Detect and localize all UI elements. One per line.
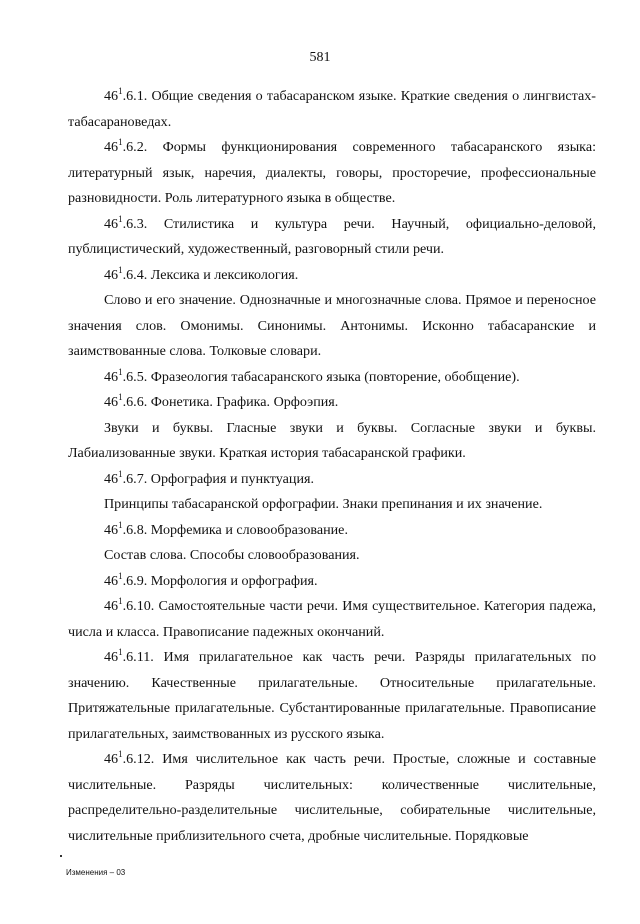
section-number: 46 bbox=[104, 470, 119, 487]
section-superscript: 1 bbox=[118, 264, 123, 275]
section-superscript: 1 bbox=[118, 570, 123, 581]
section-text: .6.1. Общие сведения о табасаранском языке. Краткие сведения о лингвистах-табасарановедах. bbox=[68, 88, 596, 130]
section-number: 46 bbox=[104, 88, 119, 104]
section-number: 46 bbox=[104, 649, 119, 665]
section-number: 46 bbox=[104, 751, 119, 767]
section-paragraph bbox=[68, 467, 596, 493]
section-paragraph bbox=[68, 212, 596, 263]
body-paragraph: Состав слова. Способы словообразования. bbox=[104, 547, 360, 563]
section-paragraph bbox=[68, 569, 596, 595]
section-superscript: 1 bbox=[118, 86, 123, 96]
section-text: .6.12. Имя числительное как часть речи. Простые, сложные и составные числительные. Разряды числительных: количественные числительные, распределительно-разделительные числительные, собирательные числительные, числительные приблизительного счета, дробные числительные. Порядковые bbox=[68, 751, 596, 844]
section-number: 46 bbox=[104, 266, 119, 283]
section-paragraph bbox=[68, 518, 596, 544]
section-text: .6.8. Морфемика и словообразование. bbox=[122, 521, 348, 538]
section-superscript: 1 bbox=[118, 749, 123, 759]
section-text: .6.6. Фонетика. Графика. Орфоэпия. bbox=[122, 394, 339, 410]
document-body bbox=[68, 84, 596, 849]
section-superscript: 1 bbox=[118, 366, 123, 377]
section-paragraph bbox=[68, 594, 596, 645]
section-text: .6.4. Лексика и лексикология. bbox=[122, 266, 299, 283]
section-superscript: 1 bbox=[118, 519, 123, 530]
section-text: .6.5. Фразеология табасаранского языка (повторение, обобщение). bbox=[122, 368, 520, 385]
body-paragraph: Слово и его значение. Однозначные и многозначные слова. Прямое и переносное значения слов. Омонимы. Синонимы. Антонимы. Исконно табасаранские и заимствованные слова. Толковые словари. bbox=[68, 292, 596, 359]
section-text: .6.2. Формы функционирования современного табасаранского языка: литературный язык, наречия, диалекты, говоры, просторечие, профессиональные разновидности. Роль литературного языка в обществе. bbox=[68, 139, 596, 206]
section-superscript: 1 bbox=[118, 392, 123, 402]
section-paragraph bbox=[68, 645, 596, 747]
page-number: 581 bbox=[309, 50, 331, 65]
section-number: 46 bbox=[104, 521, 119, 538]
section-text: .6.11. Имя прилагательное как часть речи. Разряды прилагательных по значению. Качественные прилагательные. Относительные прилагательные. Притяжательные прилагательные. Субстантированные прилагательные. Правописание прилагательных, заимствованных из русского языка. bbox=[68, 649, 596, 742]
section-number: 46 bbox=[104, 598, 119, 614]
section-text: .6.10. Самостоятельные части речи. Имя существительное. Категория падежа, числа и класса. Правописание падежных окончаний. bbox=[68, 598, 596, 640]
section-text: .6.7. Орфография и пунктуация. bbox=[122, 470, 314, 487]
section-superscript: 1 bbox=[118, 596, 123, 606]
section-paragraph bbox=[68, 135, 596, 212]
body-paragraph: Звуки и буквы. Гласные звуки и буквы. Согласные звуки и буквы. Лабиализованные звуки. Краткая история табасаранской графики. bbox=[68, 419, 596, 461]
section-paragraph bbox=[68, 747, 596, 849]
section-number: 46 bbox=[104, 394, 119, 410]
section-number: 46 bbox=[104, 368, 119, 385]
page-footer: Изменения – 03 bbox=[66, 868, 126, 877]
section-text: .6.9. Морфология и орфография. bbox=[122, 572, 318, 589]
body-paragraph: Принципы табасаранской орфографии. Знаки препинания и их значение. bbox=[104, 496, 543, 512]
section-paragraph bbox=[68, 365, 596, 391]
section-number: 46 bbox=[104, 572, 119, 589]
section-paragraph bbox=[68, 390, 596, 416]
section-superscript: 1 bbox=[118, 137, 123, 147]
section-text: .6.3. Стилистика и культура речи. Научный, официально-деловой, публицистический, художественный, разговорный стили речи. bbox=[68, 215, 596, 257]
section-paragraph bbox=[68, 84, 596, 135]
section-superscript: 1 bbox=[118, 647, 123, 657]
section-superscript: 1 bbox=[118, 468, 123, 479]
scan-speck bbox=[60, 855, 62, 857]
section-paragraph bbox=[68, 263, 596, 289]
section-superscript: 1 bbox=[118, 213, 123, 224]
section-number: 46 bbox=[104, 139, 119, 155]
section-number: 46 bbox=[104, 215, 119, 232]
